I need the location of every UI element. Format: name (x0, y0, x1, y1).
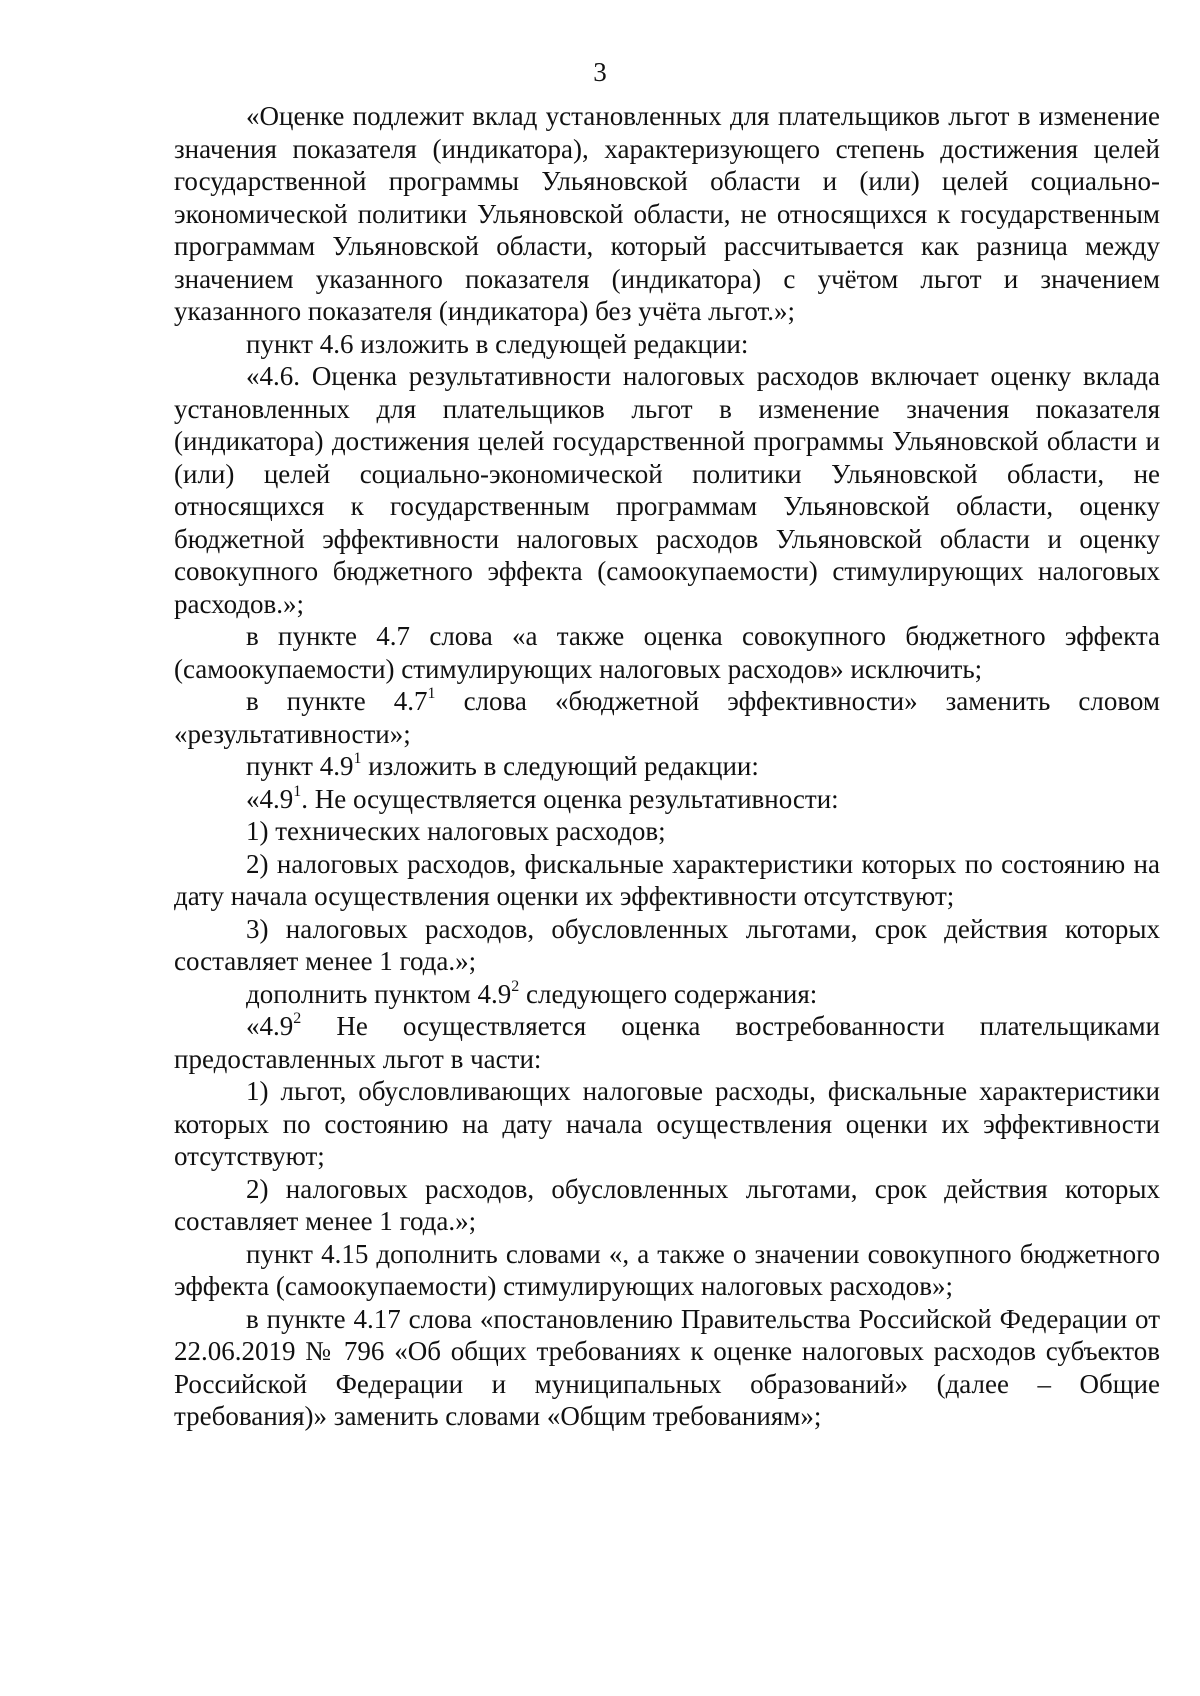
paragraph-item-4-9-1-text (174, 783, 1160, 816)
paragraph-text-post: слова «бюджетной эффективности» заменить словом «результативности»; (174, 686, 1160, 749)
paragraph-item-4-7: в пункте 4.7 слова «а также оценка совокупного бюджетного эффекта (самоокупаемости) стимулирующих налоговых расходов» исключить; (174, 621, 1160, 684)
list-item-2: 2) налоговых расходов, фискальные характеристики которых по состоянию на дату начала осуществления оценки их эффективности отсутствуют; (174, 848, 1160, 911)
superscript: 1 (293, 782, 302, 800)
document-body (174, 100, 1160, 1433)
list-item-1: 1) технических налоговых расходов; (246, 816, 666, 846)
paragraph-item-4-9-2-intro (174, 978, 1160, 1011)
superscript: 1 (427, 685, 436, 702)
paragraph-item-4-9-2-text (174, 1010, 1160, 1075)
paragraph-item-4-7-1 (174, 685, 1160, 750)
paragraph-item-4-9-1-intro (174, 750, 1160, 783)
page-number: 3 (593, 57, 607, 87)
paragraph-text-post: следующего содержания: (519, 978, 818, 1009)
paragraph-text-pre: пункт 4.9 (246, 751, 354, 781)
paragraph-item-4-6-intro: пункт 4.6 изложить в следующей редакции: (246, 328, 749, 359)
paragraph-text-pre: «4.9 (246, 1011, 294, 1041)
paragraph-text-pre: «4.9 (246, 783, 294, 814)
superscript: 1 (353, 750, 362, 767)
paragraph-text-pre: в пункте 4.7 (246, 686, 428, 716)
list-item-1: 1) льгот, обусловливающих налоговые расходы, фискальные характеристики которых по состоянию на дату начала осуществления оценки их эффективности отсутствуют; (174, 1076, 1160, 1171)
superscript: 2 (293, 1010, 302, 1027)
paragraph-text-pre: дополнить пунктом 4.9 (246, 978, 512, 1009)
paragraph-text-post: Не осуществляется оценка востребованности плательщиками предоставленных льгот в части: (174, 1011, 1160, 1074)
paragraph-text-post: . Не осуществляется оценка результативности: (301, 783, 839, 814)
paragraph-item-4-17: в пункте 4.17 слова «постановлению Правительства Российской Федерации от 22.06.2019 № 796 «Об общих требованиях к оценке налоговых расходов субъектов Российской Федерации и муниципальных образований» (далее – Общие требования)» заменить словами «Общим требованиям»; (174, 1303, 1160, 1431)
superscript: 2 (511, 977, 520, 995)
paragraph-assessment-definition: «Оценке подлежит вклад установленных для плательщиков льгот в изменение значения показателя (индикатора), характеризующего степень достижения целей государственной программы Ульяновской области и (или) целей социально-экономической политики Ульяновской области, не относящихся к государственным программам Ульяновской области, который рассчитывается как разница между значением указанного показателя (индикатора) с учётом льгот и значением указанного показателя (индикатора) без учёта льгот.»; (174, 101, 1160, 326)
paragraph-item-4-15: пункт 4.15 дополнить словами «, а также о значении совокупного бюджетного эффекта (самоокупаемости) стимулирующих налоговых расходов»; (174, 1238, 1160, 1301)
list-item-2: 2) налоговых расходов, обусловленных льготами, срок действия которых составляет менее 1 года.»; (174, 1173, 1160, 1236)
list-item-3: 3) налоговых расходов, обусловленных льготами, срок действия которых составляет менее 1 года.»; (174, 913, 1160, 976)
paragraph-item-4-6-text: «4.6. Оценка результативности налоговых расходов включает оценку вклада установленных для плательщиков льгот в изменение значения показателя (индикатора) достижения целей государственной программы Ульяновской области и (или) целей социально-экономической политики Ульяновской области, не относящихся к государственным программам Ульяновской области, оценку бюджетной эффективности налоговых расходов Ульяновской области и оценку совокупного бюджетного эффекта (самоокупаемости) стимулирующих налоговых расходов.»; (174, 361, 1160, 619)
paragraph-text-post: изложить в следующий редакции: (361, 751, 759, 781)
